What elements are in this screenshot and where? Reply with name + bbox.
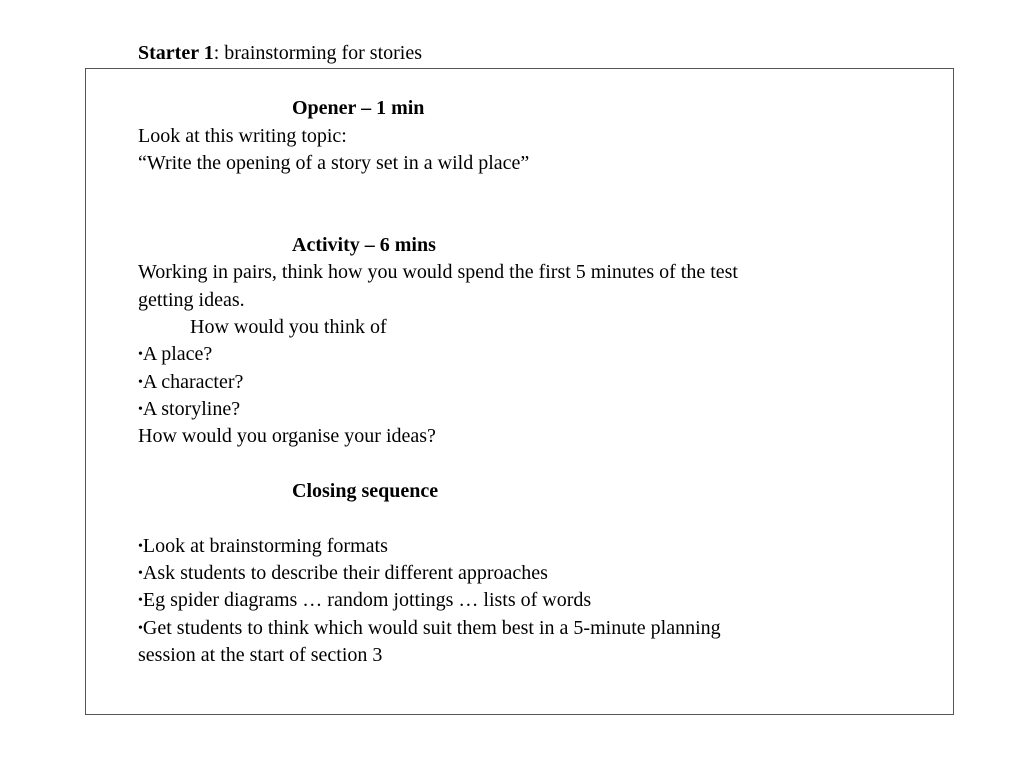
activity-closing-question: How would you organise your ideas? bbox=[138, 425, 436, 447]
list-item bbox=[138, 370, 243, 397]
list-item-text: Eg spider diagrams … random jottings … lists of words bbox=[142, 589, 592, 611]
list-item-text: A storyline? bbox=[142, 398, 241, 420]
opener-line-1: Look at this writing topic: bbox=[138, 125, 347, 147]
page-title bbox=[138, 41, 422, 65]
list-item bbox=[138, 397, 240, 424]
bullet-icon: • bbox=[138, 539, 143, 554]
list-item-text: A place? bbox=[142, 343, 213, 365]
list-item-text: A character? bbox=[142, 371, 244, 393]
closing-heading: Closing sequence bbox=[292, 480, 439, 502]
bullet-icon: • bbox=[138, 402, 143, 417]
list-item bbox=[138, 342, 212, 369]
list-item bbox=[138, 588, 591, 615]
list-item bbox=[138, 616, 721, 643]
activity-line-2: getting ideas. bbox=[138, 289, 245, 311]
list-item bbox=[138, 561, 548, 588]
bullet-icon: • bbox=[138, 375, 143, 390]
activity-prompt: How would you think of bbox=[190, 316, 387, 338]
list-item-text: Get students to think which would suit them best in a 5-minute planning bbox=[142, 617, 721, 639]
opener-heading: Opener – 1 min bbox=[292, 97, 425, 119]
list-item bbox=[138, 534, 388, 561]
activity-line-1: Working in pairs, think how you would spend the first 5 minutes of the test bbox=[138, 261, 738, 283]
bullet-icon: • bbox=[138, 347, 143, 362]
closing-continuation: session at the start of section 3 bbox=[138, 644, 383, 666]
bullet-icon: • bbox=[138, 621, 143, 636]
title-bold: Starter 1 bbox=[138, 42, 214, 64]
bullet-icon: • bbox=[138, 593, 143, 608]
bullet-icon: • bbox=[138, 566, 143, 581]
title-rest: : brainstorming for stories bbox=[213, 42, 423, 64]
list-item-text: Ask students to describe their different approaches bbox=[142, 562, 548, 584]
opener-line-2: “Write the opening of a story set in a wild place” bbox=[138, 152, 530, 174]
activity-heading: Activity – 6 mins bbox=[292, 234, 436, 256]
list-item-text: Look at brainstorming formats bbox=[142, 535, 388, 557]
